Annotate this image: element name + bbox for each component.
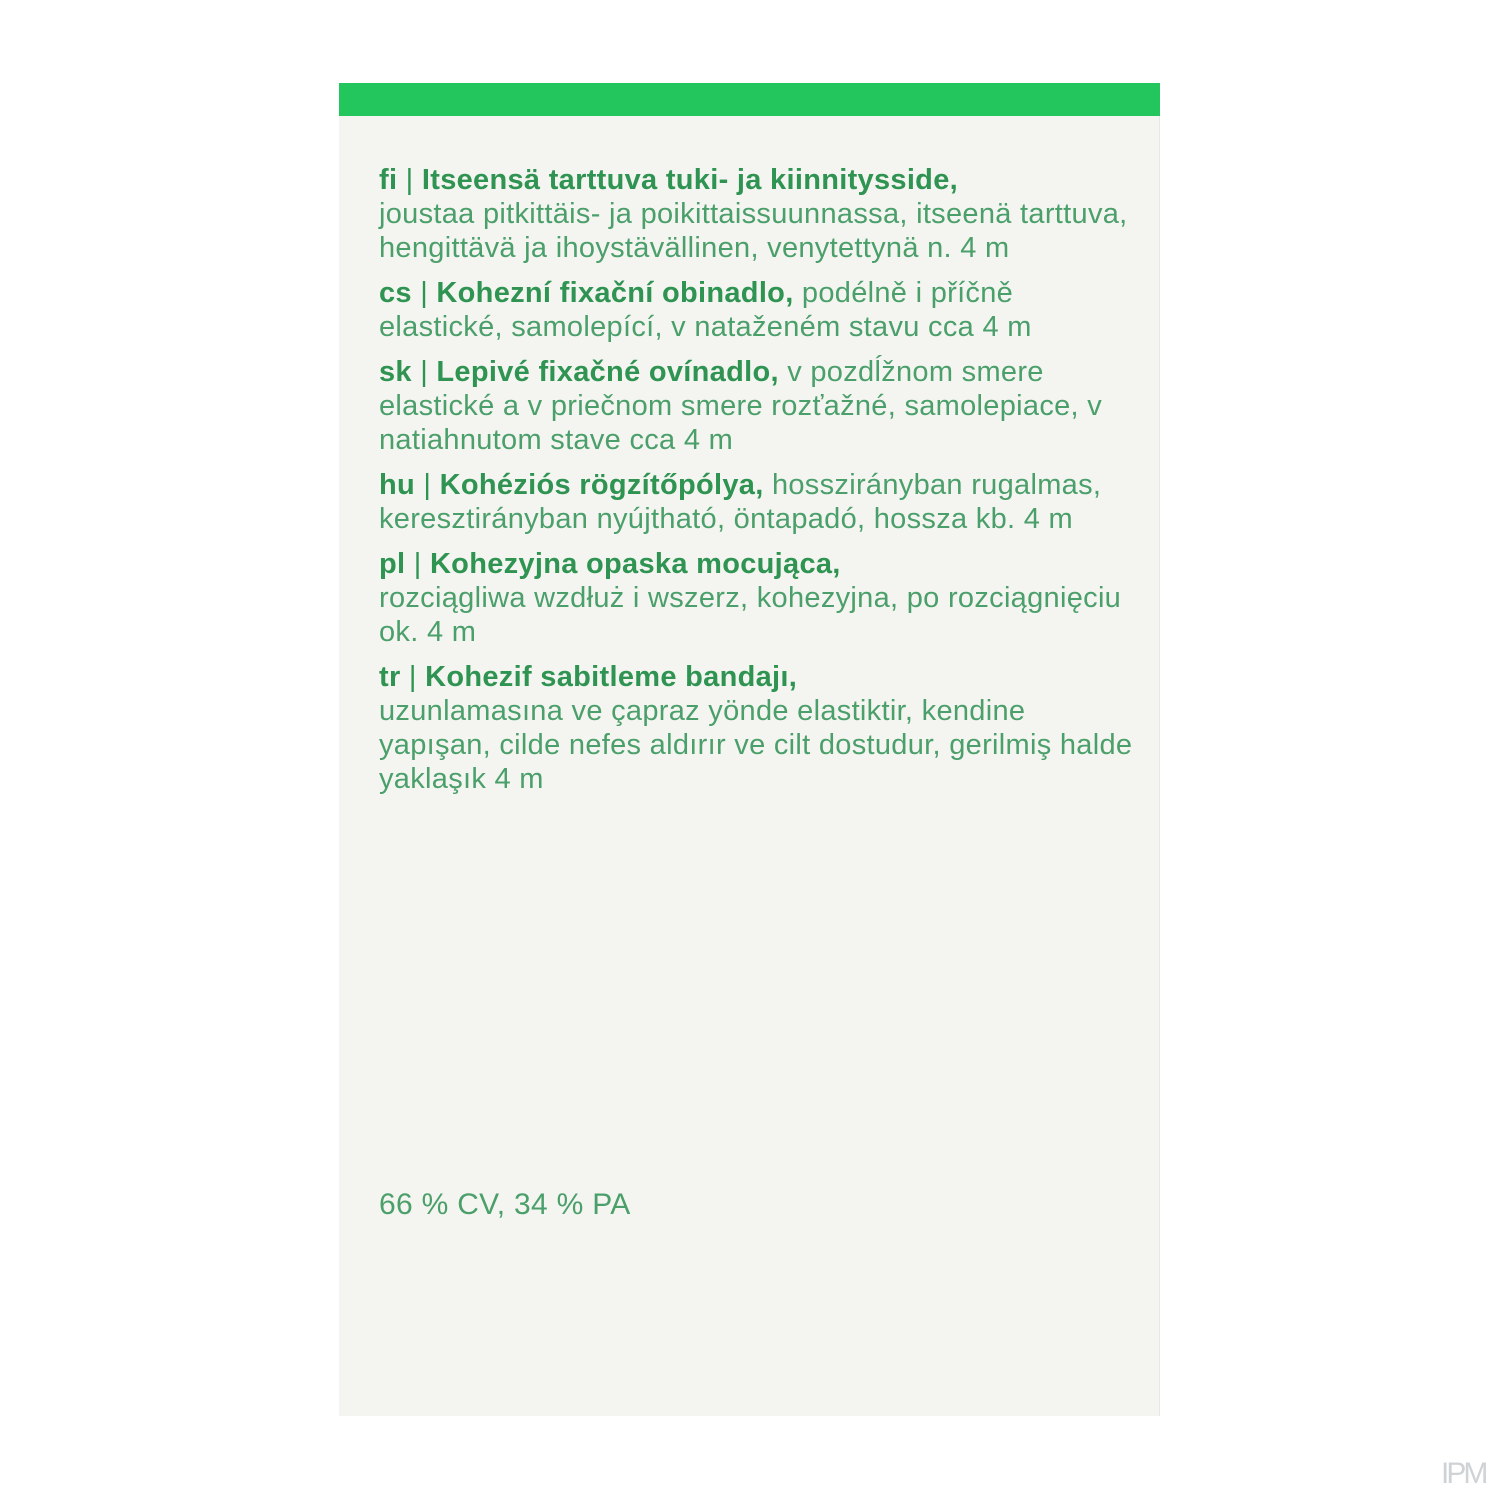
product-name: Itseensä tarttuva tuki- ja kiinnitysside, [421,164,958,196]
product-description: hosszirányban rugalmas, keresztirányban nyújtható, öntapadó, hossza kb. 4 m [379,469,1110,535]
language-code: pl [379,548,406,580]
product-name: Kohezní fixační obinadlo, [436,277,794,309]
product-description: joustaa pitkittäis- ja poikittaissuunnassa, itseenä tarttuva, hengittävä ja ihoystävällinen, venytettynä n. 4 m [379,198,1136,264]
product-description: uzunlamasına ve çapraz yönde elastiktir, kendine yapışan, cilde nefes aldırır ve cilt dostudur, gerilmiş halde yaklaşık 4 m [379,695,1141,795]
multilingual-description [379,163,1139,807]
green-color-band [339,83,1160,116]
separator: | [405,548,430,580]
product-description: podélně i příčně elastické, samolepící, v nataženém stavu cca 4 m [379,277,1032,343]
separator: | [397,164,422,196]
language-code: tr [379,661,401,693]
entry-tr [379,660,1139,796]
svg-text:IPM: IPM [1441,1457,1486,1489]
entry-fi [379,163,1139,265]
product-label-panel [339,83,1160,1416]
language-code: cs [379,277,412,309]
product-description: v pozdĺžnom smere elastické a v priečnom smere rozťažné, samolepiace, v natiahnutom stave cca 4 m [379,356,1111,456]
product-name: Lepivé fixačné ovínadlo, [436,356,779,388]
product-name: Kohéziós rögzítőpólya, [439,469,764,501]
separator: | [411,356,437,388]
product-description: rozciągliwa wzdłuż i wszerz, kohezyjna, po rozciągnięciu ok. 4 m [379,582,1130,648]
separator: | [415,469,440,501]
entry-sk [379,355,1139,457]
entry-cs [379,276,1139,344]
product-name: Kohezif sabitleme bandajı, [425,661,798,693]
language-code: fi [379,164,398,196]
separator: | [411,277,437,309]
language-code: sk [379,356,412,388]
ipm-watermark-logo [1441,1453,1491,1489]
entry-pl [379,547,1139,649]
language-code: hu [379,469,416,501]
entry-hu [379,468,1139,536]
product-name: Kohezyjna opaska mocująca, [429,548,841,580]
material-composition: 66 % CV, 34 % PA [379,1188,631,1221]
separator: | [400,661,426,693]
